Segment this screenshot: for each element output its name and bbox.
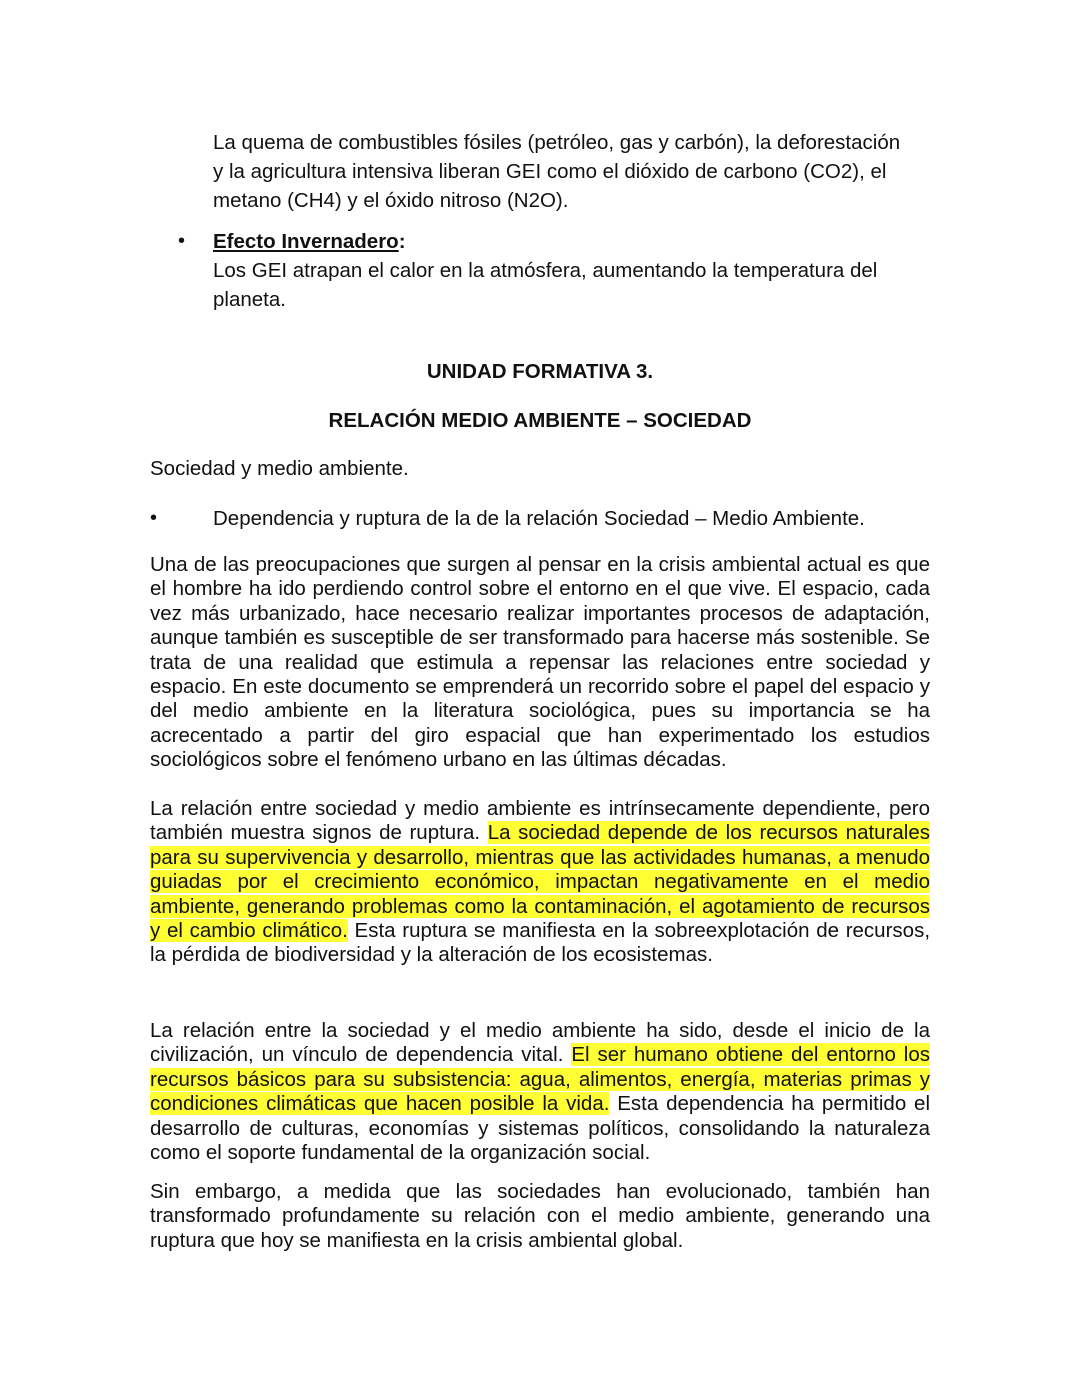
highlighted-text: El ser humano obtiene del entorno los recursos básicos para su subsistencia: agua, alimentos, energía, materias primas y condiciones climáticas que hacen posible la vida. — [150, 1043, 930, 1116]
unit-title: UNIDAD FORMATIVA 3. — [426, 360, 654, 383]
paragraph-dependencia-vital — [150, 1019, 930, 1165]
bullet-heading — [213, 227, 933, 256]
bullet-title-colon: : — [398, 230, 406, 253]
paragraph-ruptura: Sin embargo, a medida que las sociedades han evolucionado, también han transformado profundamente su relación con el medio ambiente, generando una ruptura que hoy se manifiesta en la crisis ambiental global. — [150, 1180, 930, 1252]
highlighted-text: La sociedad depende de los recursos naturales para su supervivencia y desarrollo, mientras que las actividades humanas, a menudo guiadas por el crecimiento económico, impactan negativamente en el medio ambiente, generando problemas como la contaminación, el agotamiento de recursos y el cambio climático. — [150, 821, 930, 943]
intro-paragraph: La quema de combustibles fósiles (petróleo, gas y carbón), la deforestación y la agricultura intensiva liberan GEI como el dióxido de carbono (CO2), el metano (CH4) y el óxido nitroso (N2O). — [213, 131, 901, 212]
paragraph-text: Esta ruptura se manifiesta en la sobreexplotación de recursos, la pérdida de biodiversidad y la alteración de los ecosistemas. — [150, 919, 931, 967]
paragraph-text: Esta dependencia ha permitido el desarrollo de culturas, economías y sistemas políticos, consolidando la naturaleza como el soporte fundamental de la organización social. — [150, 1092, 930, 1165]
bullet-content — [213, 227, 933, 314]
bullet-marker: • — [178, 230, 186, 252]
unit-subtitle: RELACIÓN MEDIO AMBIENTE – SOCIEDAD — [328, 409, 752, 432]
paragraph-relacion-dependiente — [150, 797, 930, 968]
bullet-body: Los GEI atrapan el calor en la atmósfera, aumentando la temperatura del planeta. — [213, 259, 878, 311]
section-title: Sociedad y medio ambiente. — [150, 457, 409, 480]
bullet-marker: • — [150, 507, 158, 529]
paragraph-text: La relación entre la sociedad y el medio ambiente ha sido, desde el inicio de la civilización, un vínculo de dependencia vital. — [150, 1019, 930, 1067]
bullet-dependencia-text: Dependencia y ruptura de la de la relación Sociedad – Medio Ambiente. — [213, 507, 865, 530]
paragraph-text: La relación entre sociedad y medio ambiente es intrínsecamente dependiente, pero también muestra signos de ruptura. — [150, 797, 930, 845]
bullet-title: Efecto Invernadero — [213, 230, 399, 253]
paragraph-crisis-ambiental: Una de las preocupaciones que surgen al pensar en la crisis ambiental actual es que el hombre ha ido perdiendo control sobre el entorno en el que vive. El espacio, cada vez más urbanizado, hace necesario realizar importantes procesos de adaptación, aunque también es susceptible de ser transformado para hacerse más sostenible. Se trata de una realidad que estimula a repensar las relaciones entre sociedad y espacio. En este documento se emprenderá un recorrido sobre el papel del espacio y del medio ambiente en la literatura sociológica, pues su importancia se ha acrecentado a partir del giro espacial que han experimentado los estudios sociológicos sobre el fenómeno urbano en las últimas décadas. — [150, 553, 930, 772]
